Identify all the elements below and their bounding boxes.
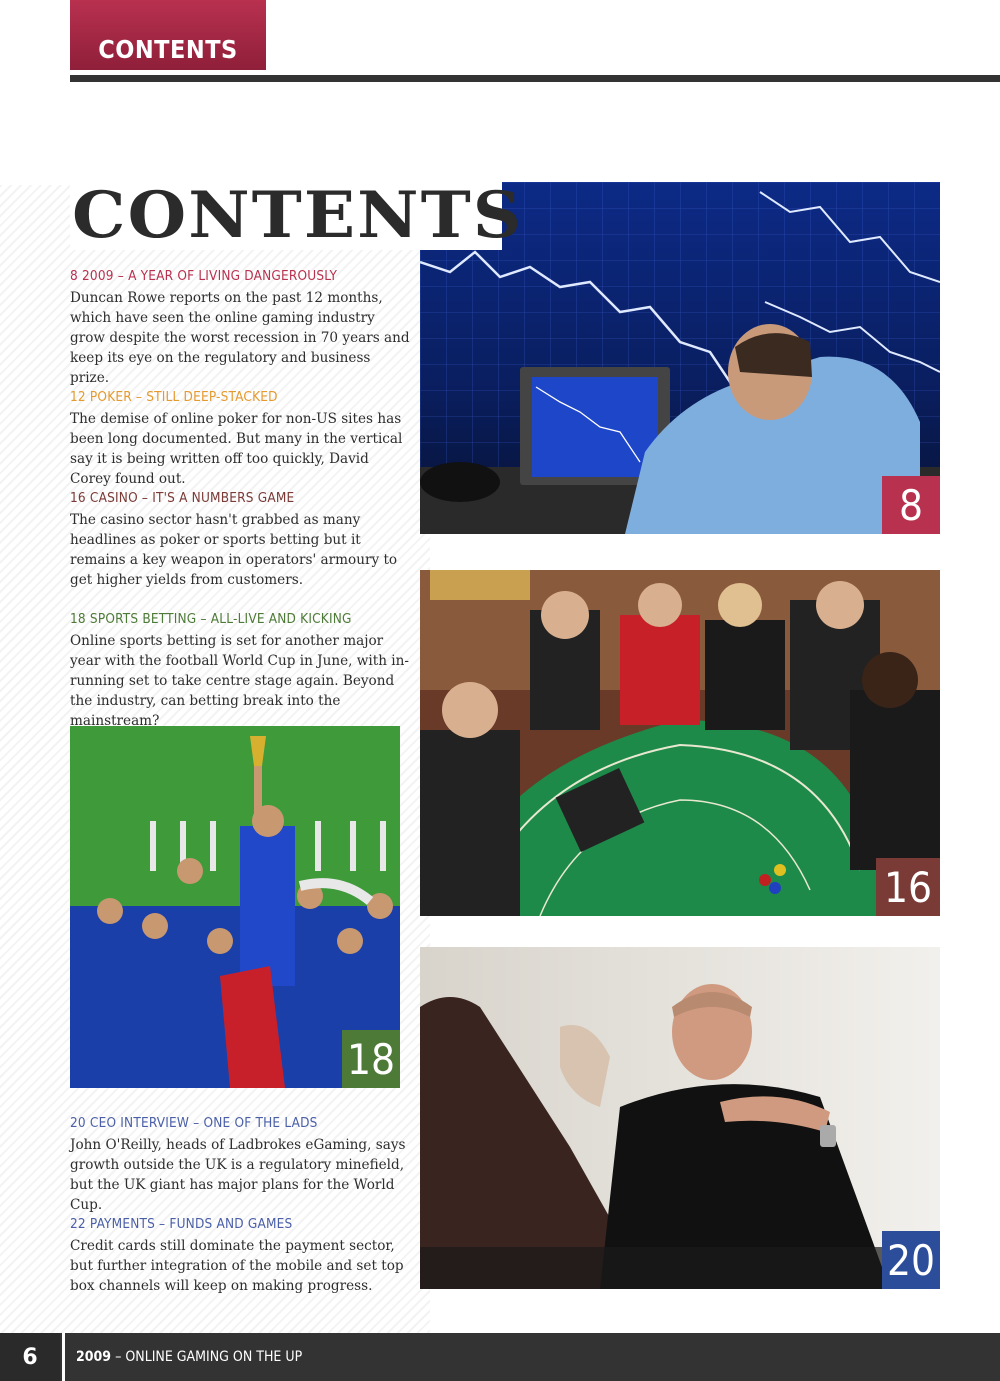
contents-entry-20[interactable] <box>70 1115 410 1215</box>
badge-20-label: 20 <box>886 1235 936 1285</box>
header-rule <box>70 75 1000 82</box>
entry-body: Online sports betting is set for another major year with the football World Cup in June, with in-running set to take centre stage again. Beyond the industry, can betting break into the mainstream? <box>70 633 410 729</box>
entry-body: Duncan Rowe reports on the past 12 months, which have seen the online gaming industry grow despite the worst recession in 70 years and keep its eye on the regulatory and business prize. <box>70 290 410 386</box>
page-title: CONTENTS <box>72 178 524 253</box>
badge-8-label: 8 <box>898 480 924 530</box>
entry-body: Credit cards still dominate the payment sector, but further integration of the mobile and set top box channels will keep on making progress. <box>70 1238 404 1294</box>
entry-heading[interactable]: 12 POKER – STILL DEEP-STACKED <box>70 389 278 405</box>
entry-heading[interactable]: 18 SPORTS BETTING – ALL-LIVE AND KICKING <box>70 611 352 627</box>
entry-heading[interactable]: 8 2009 – A YEAR OF LIVING DANGEROUSLY <box>70 268 338 284</box>
page-badge-16 <box>876 858 940 916</box>
page-badge-20 <box>882 1231 940 1289</box>
photo-football <box>70 726 400 1088</box>
entry-body: John O'Reilly, heads of Ladbrokes eGaming, says growth outside the UK is a regulatory minefield, but the UK giant has major plans for the World Cup. <box>70 1137 406 1213</box>
contents-entry-16[interactable] <box>70 490 410 590</box>
section-tab-label: CONTENTS <box>98 35 238 64</box>
section-tab <box>70 0 266 70</box>
page-badge-18 <box>342 1030 400 1088</box>
casino-image <box>420 570 940 916</box>
photo-ceo <box>420 947 940 1289</box>
entry-body: The casino sector hasn't grabbed as many headlines as poker or sports betting but it remains a key weapon in operators' armoury to get higher yields from customers. <box>70 512 398 588</box>
footer-subtitle: – ONLINE GAMING ON THE UP <box>115 1349 303 1365</box>
footer-year: 2009 <box>76 1349 112 1365</box>
footer-divider <box>62 1333 65 1381</box>
contents-entry-12[interactable] <box>70 389 410 489</box>
footer-title <box>76 1349 302 1365</box>
page-number: 6 <box>0 1333 60 1381</box>
contents-entry-22[interactable] <box>70 1216 410 1296</box>
entry-heading[interactable]: 20 CEO INTERVIEW – ONE OF THE LADS <box>70 1115 318 1131</box>
entry-heading[interactable]: 16 CASINO – IT'S A NUMBERS GAME <box>70 490 295 506</box>
entry-heading[interactable]: 22 PAYMENTS – FUNDS AND GAMES <box>70 1216 293 1232</box>
contents-entry-8[interactable] <box>70 268 410 388</box>
entry-body: The demise of online poker for non-US sites has been long documented. But many in the vertical say it is being written off too quickly, David Corey found out. <box>70 411 403 487</box>
contents-entry-18[interactable] <box>70 611 410 731</box>
photo-casino <box>420 570 940 916</box>
badge-16-label: 16 <box>883 862 933 912</box>
ceo-interview-image <box>420 947 940 1289</box>
page-badge-8 <box>882 476 940 534</box>
badge-18-label: 18 <box>346 1034 396 1084</box>
